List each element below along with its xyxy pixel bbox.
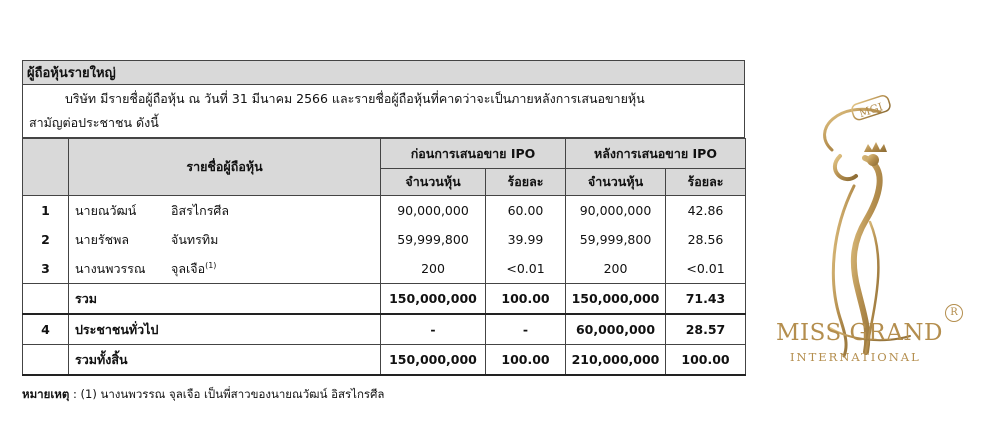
subtotal-label: รวม [69, 284, 381, 315]
table-row [23, 225, 746, 254]
subtotal-after-shares: 150,000,000 [566, 284, 666, 315]
row-number: 1 [23, 196, 69, 226]
table-row [23, 196, 746, 226]
given-name: นางนพวรรณ [75, 260, 146, 276]
logo-subtitle: INTERNATIONAL [790, 350, 921, 364]
footnote-label: หมายเหตุ [22, 387, 70, 401]
grand-total-label: รวมทั้งสิ้น [69, 345, 381, 376]
after-pct: 42.86 [666, 196, 746, 226]
before-pct: 60.00 [486, 196, 566, 226]
given-name: นายรัชพล [75, 231, 129, 247]
after-pct: <0.01 [666, 254, 746, 284]
shareholder-name [69, 254, 381, 284]
after-shares: 90,000,000 [566, 196, 666, 226]
before-pct: 39.99 [486, 225, 566, 254]
shareholder-name [69, 196, 381, 226]
before-shares: 59,999,800 [381, 225, 486, 254]
public-before-pct: - [486, 314, 566, 345]
public-row [23, 314, 746, 345]
header-before-ipo: ก่อนการเสนอขาย IPO [381, 139, 566, 169]
row-number: 4 [23, 314, 69, 345]
grand-total-before-shares: 150,000,000 [381, 345, 486, 376]
shareholder-table [22, 138, 746, 376]
subtotal-index-blank [23, 284, 69, 315]
grand-total-after-shares: 210,000,000 [566, 345, 666, 376]
grand-total-after-pct: 100.00 [666, 345, 746, 376]
public-label: ประชาชนทั่วไป [69, 314, 381, 345]
header-name: รายชื่อผู้ถือหุ้น [69, 139, 381, 196]
subtotal-row [23, 284, 746, 315]
shareholder-name [69, 225, 381, 254]
intro-line-2: สามัญต่อประชาชน ดังนี้ [29, 115, 159, 130]
header-after-ipo: หลังการเสนอขาย IPO [566, 139, 746, 169]
table-row [23, 254, 746, 284]
public-after-shares: 60,000,000 [566, 314, 666, 345]
before-shares: 90,000,000 [381, 196, 486, 226]
header-index-blank [23, 139, 69, 196]
subtotal-before-shares: 150,000,000 [381, 284, 486, 315]
header-after-shares: จำนวนหุ้น [566, 169, 666, 196]
row-number: 2 [23, 225, 69, 254]
given-name: นายณวัฒน์ [75, 202, 137, 218]
shareholder-document [22, 60, 745, 376]
before-shares: 200 [381, 254, 486, 284]
row-number: 3 [23, 254, 69, 284]
footnote [22, 386, 384, 404]
section-title: ผู้ถือหุ้นรายใหญ่ [22, 60, 745, 85]
logo-crown-text: MGI [857, 100, 885, 121]
subtotal-after-pct: 71.43 [666, 284, 746, 315]
public-after-pct: 28.57 [666, 314, 746, 345]
header-after-pct: ร้อยละ [666, 169, 746, 196]
surname: อิสรไกรศีล [171, 202, 230, 218]
grand-total-row [23, 345, 746, 376]
header-before-shares: จำนวนหุ้น [381, 169, 486, 196]
before-pct: <0.01 [486, 254, 566, 284]
footnote-marker: (1) [205, 260, 217, 270]
footnote-text: : (1) นางนพวรรณ จุลเจือ เป็นพี่สาวของนายณวัฒน์ อิสรไกรศีล [69, 387, 385, 401]
registered-mark: R [945, 304, 963, 322]
public-before-shares: - [381, 314, 486, 345]
header-before-pct: ร้อยละ [486, 169, 566, 196]
intro-paragraph [22, 85, 745, 138]
logo-title: MISS GRAND [776, 320, 943, 346]
subtotal-before-pct: 100.00 [486, 284, 566, 315]
after-shares: 200 [566, 254, 666, 284]
grand-total-before-pct: 100.00 [486, 345, 566, 376]
surname: จุลเจือ [171, 260, 206, 276]
intro-line-1: บริษัท มีรายชื่อผู้ถือหุ้น ณ วันที่ 31 มีนาคม 2566 และรายชื่อผู้ถือหุ้นที่คาดว่าจะเป็นภายหลังการเสนอขายหุ้น [65, 91, 645, 106]
surname: จันทรทิม [171, 231, 219, 247]
after-shares: 59,999,800 [566, 225, 666, 254]
grand-total-index-blank [23, 345, 69, 376]
after-pct: 28.56 [666, 225, 746, 254]
